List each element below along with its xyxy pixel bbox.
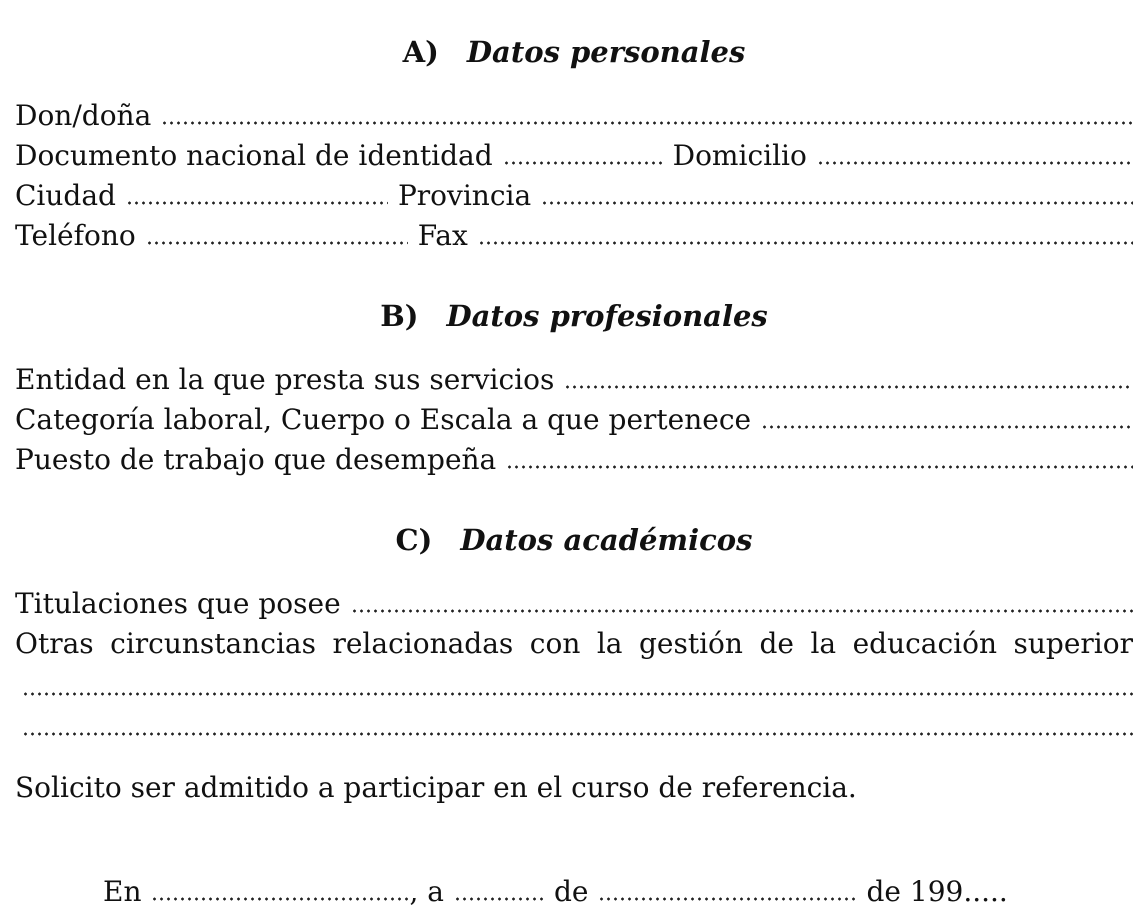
closing-prefix: En: [103, 875, 142, 908]
year-field[interactable]: .....: [963, 875, 1008, 908]
month-field[interactable]: [598, 876, 856, 902]
fax-label: Fax: [417, 219, 468, 252]
province-label: Provincia: [397, 179, 532, 212]
day-field[interactable]: [454, 876, 544, 902]
city-province-row: [15, 176, 1133, 216]
place-field[interactable]: [151, 876, 409, 902]
dni-field[interactable]: [503, 140, 663, 166]
other-label: Otras circunstancias relacionadas con la gestión de la educación superior: [15, 627, 1133, 660]
section-b-title: Datos profesionales: [446, 299, 768, 333]
section-a-letter: A): [402, 35, 439, 69]
degrees-row: [15, 584, 1133, 624]
category-row: [15, 400, 1133, 440]
other-field-line-2[interactable]: [22, 704, 1133, 744]
section-b-heading: [15, 296, 1133, 336]
phone-field[interactable]: [146, 220, 408, 246]
city-field[interactable]: [126, 180, 388, 206]
category-label: Categoría laboral, Cuerpo o Escala a que pertenece: [15, 403, 752, 436]
dni-address-row: [15, 136, 1133, 176]
section-c-title: Datos académicos: [460, 523, 753, 557]
entity-row: [15, 360, 1133, 400]
degrees-field[interactable]: [351, 588, 1133, 614]
position-label: Puesto de trabajo que desempeña: [15, 443, 497, 476]
other-row: [15, 624, 1133, 664]
request-text: Solicito ser admitido a participar en el curso de referencia.: [15, 771, 857, 804]
city-label: Ciudad: [15, 179, 116, 212]
dni-label: Documento nacional de identidad: [15, 139, 493, 172]
closing-de-1: de: [553, 875, 589, 908]
phone-fax-row: [15, 216, 1133, 256]
section-b-letter: B): [380, 299, 419, 333]
section-a-title: Datos personales: [466, 35, 746, 69]
entity-field[interactable]: [564, 364, 1133, 390]
name-field[interactable]: [161, 100, 1133, 126]
position-row: [15, 440, 1133, 480]
name-row: [15, 96, 1133, 136]
position-field[interactable]: [506, 444, 1133, 470]
section-a-heading: [15, 32, 1133, 72]
closing-de-year: de 199: [866, 875, 964, 908]
other-field-line-1[interactable]: [22, 664, 1133, 704]
closing-comma-a: , a: [409, 875, 444, 908]
section-c-heading: [15, 520, 1133, 560]
address-label: Domicilio: [672, 139, 807, 172]
name-label: Don/doña: [15, 99, 152, 132]
phone-label: Teléfono: [15, 219, 136, 252]
application-form: [15, 32, 1133, 808]
fax-field[interactable]: [478, 220, 1133, 246]
province-field[interactable]: [541, 180, 1133, 206]
closing-line: [103, 872, 1048, 912]
section-c-letter: C): [395, 523, 433, 557]
degrees-label: Titulaciones que posee: [15, 587, 341, 620]
entity-label: Entidad en la que presta sus servicios: [15, 363, 555, 396]
category-field[interactable]: [761, 404, 1133, 430]
address-field[interactable]: [817, 140, 1133, 166]
